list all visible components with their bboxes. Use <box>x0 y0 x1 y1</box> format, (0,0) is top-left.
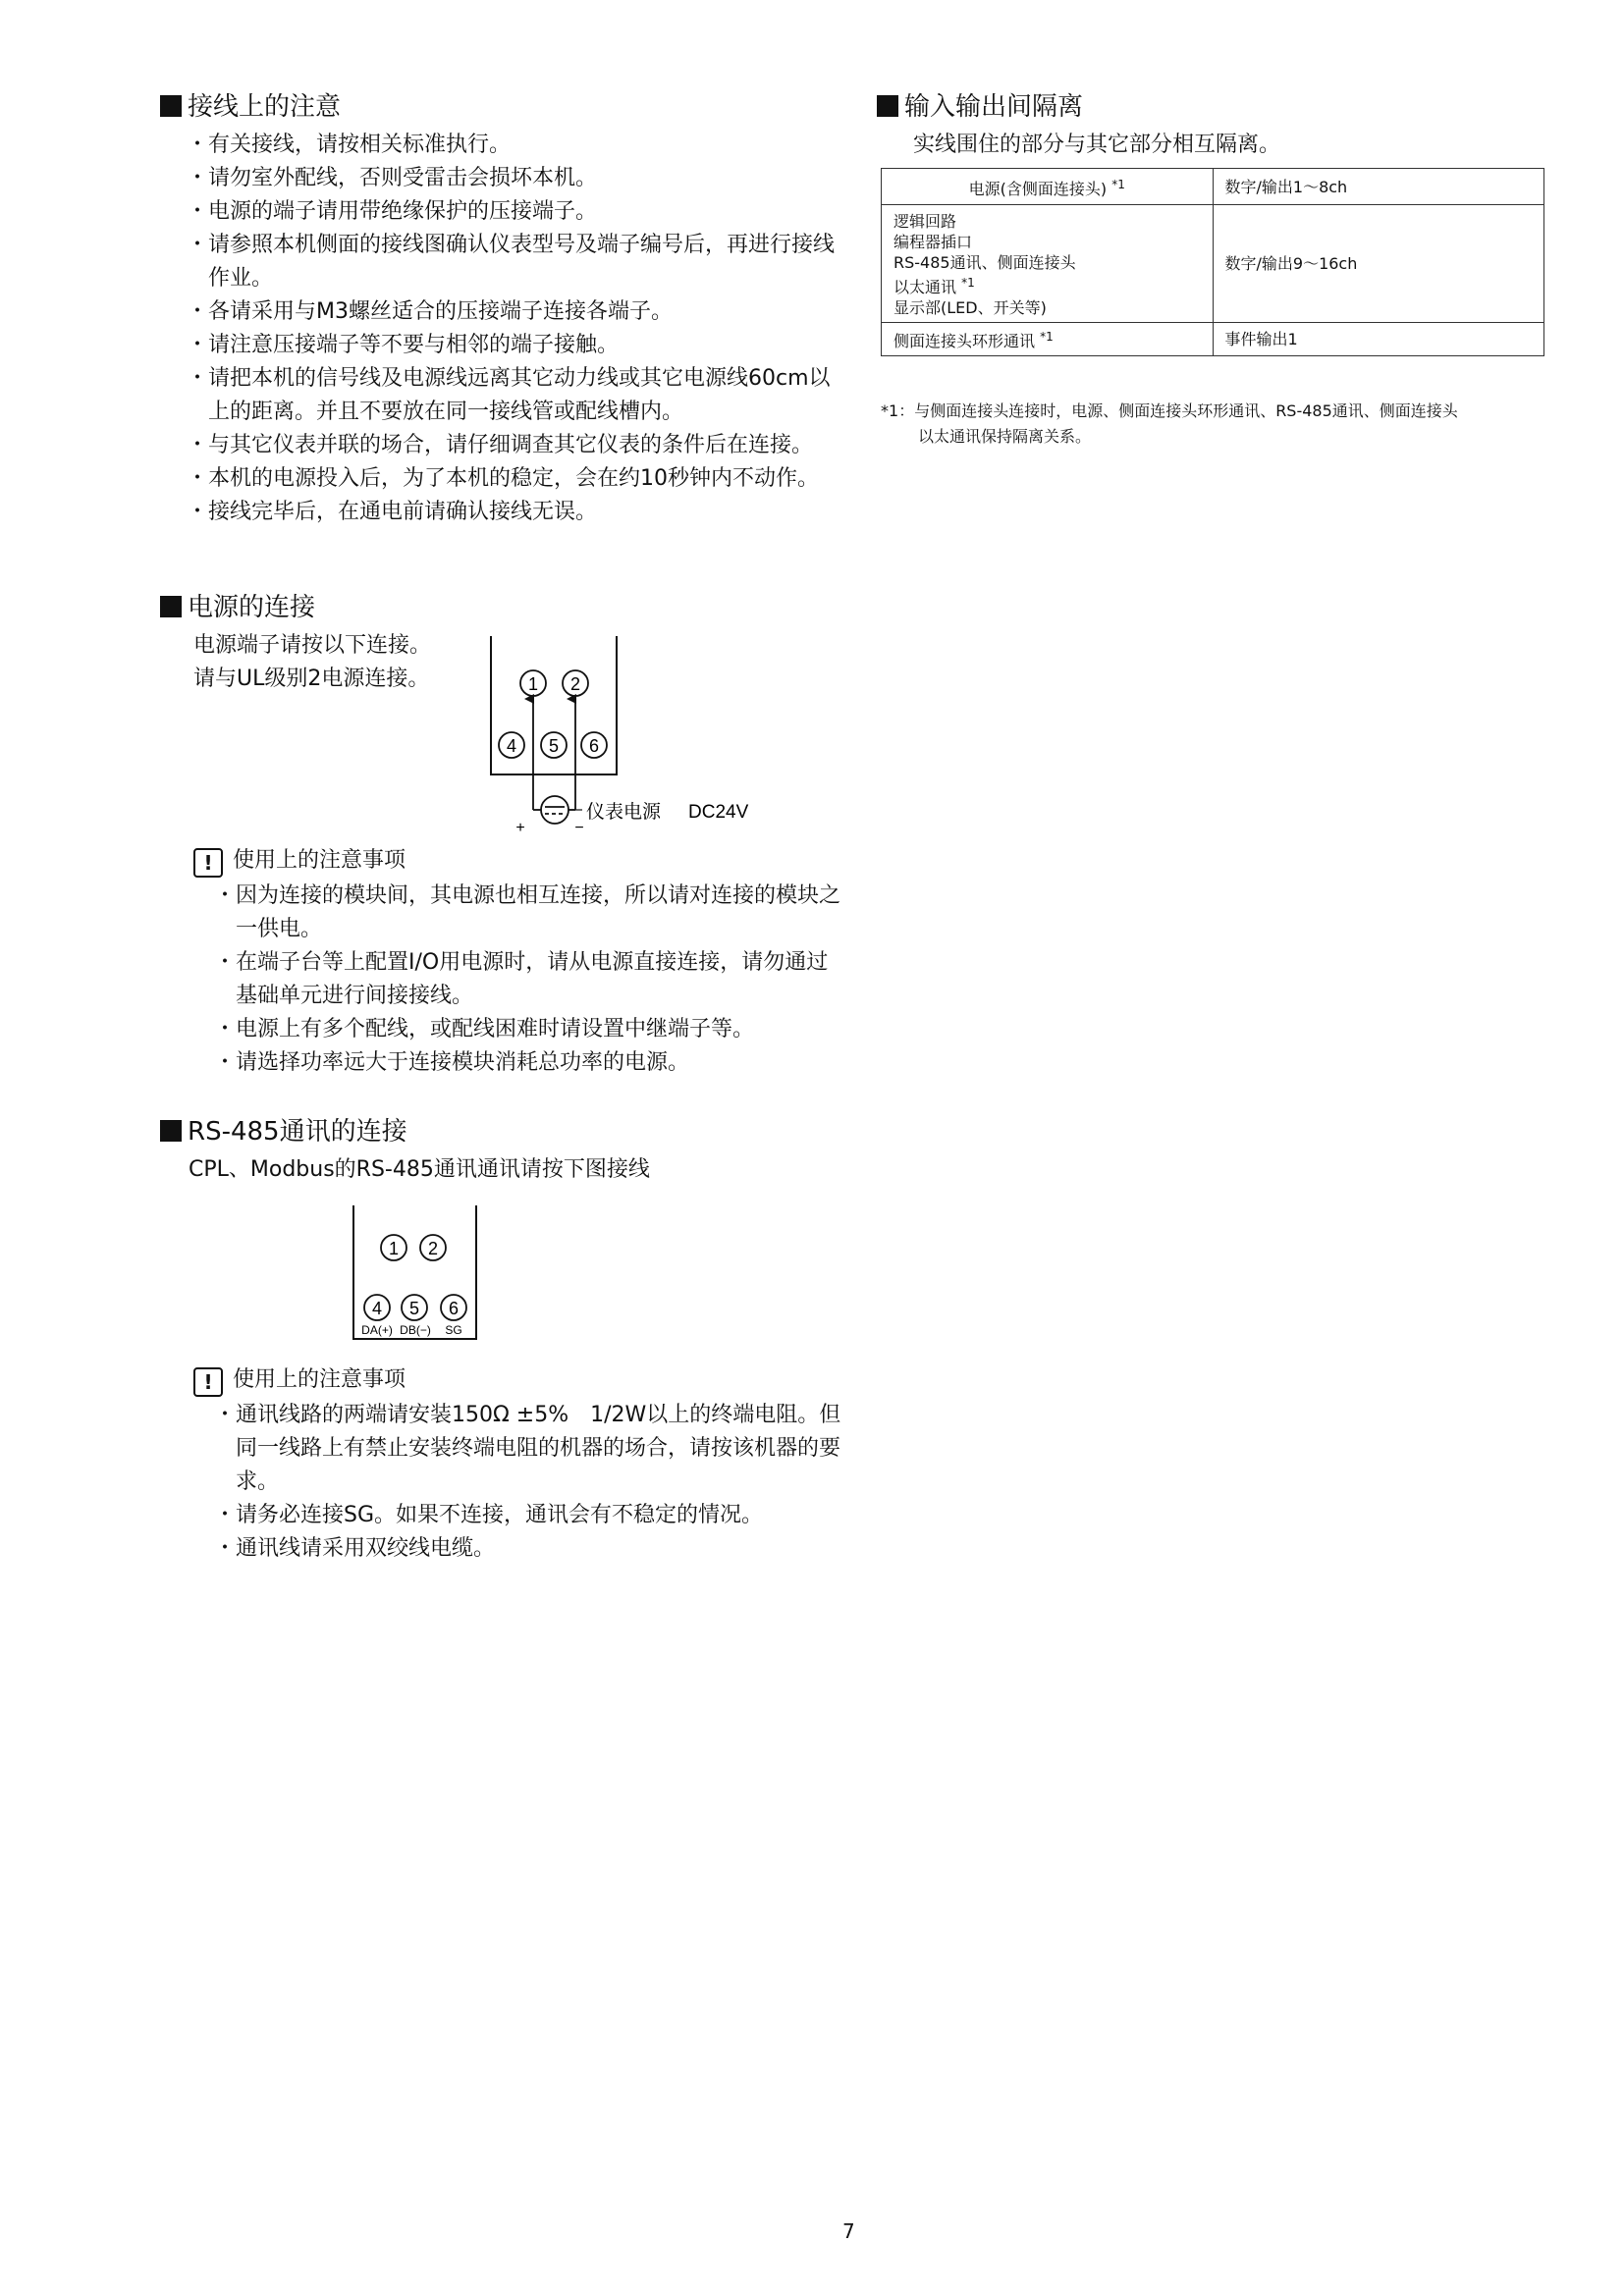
rs485-notice-heading <box>193 1364 406 1397</box>
list-item: ・ 接线完毕后，在通电前请确认接线无误。 <box>189 496 841 529</box>
power-notice-list <box>216 880 844 1080</box>
footnote-mark: *1 <box>881 401 899 420</box>
list-item: ・ 请把本机的信号线及电源线远离其它动力线或其它电源线60cm以上的距离。并且不要放在同一接线管或配线槽内。 <box>189 362 841 429</box>
square-bullet-icon <box>160 1120 182 1142</box>
table-cell-dout-1-8: 数字/输出1～8ch <box>1213 169 1544 205</box>
table-cell-logic-group: 逻辑回路 编程器插口 RS-485通讯、侧面连接头 以太通讯 $^{*1}$ 显示部(LED、开关等) <box>882 205 1214 323</box>
rs485-heading <box>160 1116 407 1148</box>
list-item: ・ 请勿室外配线，否则受雷击会损坏本机。 <box>189 162 841 195</box>
dc-source-icon <box>541 796 568 824</box>
supply-voltage: DC24V <box>688 802 749 823</box>
exclamation-icon: ! <box>193 1367 223 1397</box>
rs485-title: RS-485通讯的连接 <box>188 1117 407 1147</box>
list-item: ・ 请参照本机侧面的接线图确认仪表型号及端子编号后，再进行接线作业。 <box>189 229 841 295</box>
power-terminal-diagram <box>481 628 795 844</box>
power-notice-heading <box>193 845 406 878</box>
wiring-notes-heading <box>160 91 341 123</box>
rs485-notice-title: 使用上的注意事项 <box>233 1367 406 1392</box>
table-cell-dout-9-16: 数字/输出9～16ch <box>1213 205 1544 323</box>
supply-label: 仪表电源 <box>586 801 662 823</box>
square-bullet-icon <box>877 95 898 117</box>
wiring-notes-title: 接线上的注意 <box>188 92 342 122</box>
table-cell-power: 电源(含侧面连接头) $^{*1}$ <box>882 169 1214 205</box>
isolation-footnote: *1：与侧面连接头连接时，电源、侧面连接头环形通讯、RS-485通讯、侧面连接头 以太通讯保持隔离关系。 <box>881 401 1458 446</box>
terminal-4-label: 4 <box>506 736 517 756</box>
power-connection-title: 电源的连接 <box>188 593 316 622</box>
list-item: ・ 电源上有多个配线，或配线困难时请设置中继端子等。 <box>216 1013 844 1046</box>
list-item: ・ 各请采用与M3螺丝适合的压接端子连接各端子。 <box>189 295 841 329</box>
list-item: ・ 与其它仪表并联的场合，请仔细调查其它仪表的条件后在连接。 <box>189 429 841 462</box>
terminal-1-label: 1 <box>527 674 539 694</box>
terminal-1-label: 1 <box>388 1239 400 1258</box>
list-item: ・ 在端子台等上配置I/O用电源时，请从电源直接连接，请勿通过基础单元进行间接接线。 <box>216 946 844 1013</box>
rs485-terminal-diagram <box>344 1198 481 1345</box>
terminal-5-label: 5 <box>548 736 560 756</box>
isolation-heading <box>877 91 1083 123</box>
terminal-2-label: 2 <box>427 1239 439 1258</box>
square-bullet-icon <box>160 95 182 117</box>
terminal-2-label: 2 <box>569 674 581 694</box>
rs485-description: CPL、Modbus的RS-485通讯通讯请按下图接线 <box>189 1157 650 1182</box>
table-cell-event-out: 事件输出1 <box>1213 323 1544 356</box>
terminal-5-label: 5 <box>408 1299 420 1318</box>
list-item: ・ 请注意压接端子等不要与相邻的端子接触。 <box>189 329 841 362</box>
list-item: ・ 电源的端子请用带绝缘保护的压接端子。 <box>189 195 841 229</box>
isolation-description: 实线围住的部分与其它部分相互隔离。 <box>913 133 1281 157</box>
page-number: 7 <box>842 2219 855 2243</box>
list-item: ・ 有关接线，请按相关标准执行。 <box>189 129 841 162</box>
power-notice-title: 使用上的注意事项 <box>233 848 406 873</box>
list-item: ・ 通讯线路的两端请安装150Ω ±5% 1/2W以上的终端电阻。但同一线路上有禁止安装终端电阻的机器的场合，请按该机器的要求。 <box>216 1399 844 1499</box>
terminal-4-label: 4 <box>371 1299 383 1318</box>
list-item: ・ 通讯线请采用双绞线电缆。 <box>216 1532 844 1566</box>
exclamation-icon: ! <box>193 848 223 878</box>
list-item: ・ 因为连接的模块间，其电源也相互连接，所以请对连接的模块之一供电。 <box>216 880 844 946</box>
power-connection-line-1: 电源端子请按以下连接。 <box>193 633 432 658</box>
minus-sign: − <box>574 820 584 836</box>
terminal-6-label: 6 <box>448 1299 460 1318</box>
square-bullet-icon <box>160 596 182 617</box>
plus-sign: + <box>515 820 525 836</box>
terminal-sg-label: SG <box>445 1323 462 1337</box>
table-cell-side-ring: 侧面连接头环形通讯 $^{*1}$ <box>882 323 1214 356</box>
list-item: ・ 请选择功率远大于连接模块消耗总功率的电源。 <box>216 1046 844 1080</box>
list-item: ・ 请务必连接SG。如果不连接，通讯会有不稳定的情况。 <box>216 1499 844 1532</box>
power-connection-heading <box>160 592 315 623</box>
isolation-title: 输入输出间隔离 <box>904 92 1084 122</box>
list-item: ・ 本机的电源投入后，为了本机的稳定，会在约10秒钟内不动作。 <box>189 462 841 496</box>
power-connection-line-2: 请与UL级别2电源连接。 <box>193 667 430 691</box>
isolation-table <box>881 168 1544 356</box>
terminal-da-label: DA(+) <box>361 1323 393 1337</box>
terminal-db-label: DB(−) <box>400 1323 431 1337</box>
rs485-notice-list <box>216 1399 844 1566</box>
terminal-6-label: 6 <box>588 736 600 756</box>
wiring-notes-list <box>189 129 841 529</box>
